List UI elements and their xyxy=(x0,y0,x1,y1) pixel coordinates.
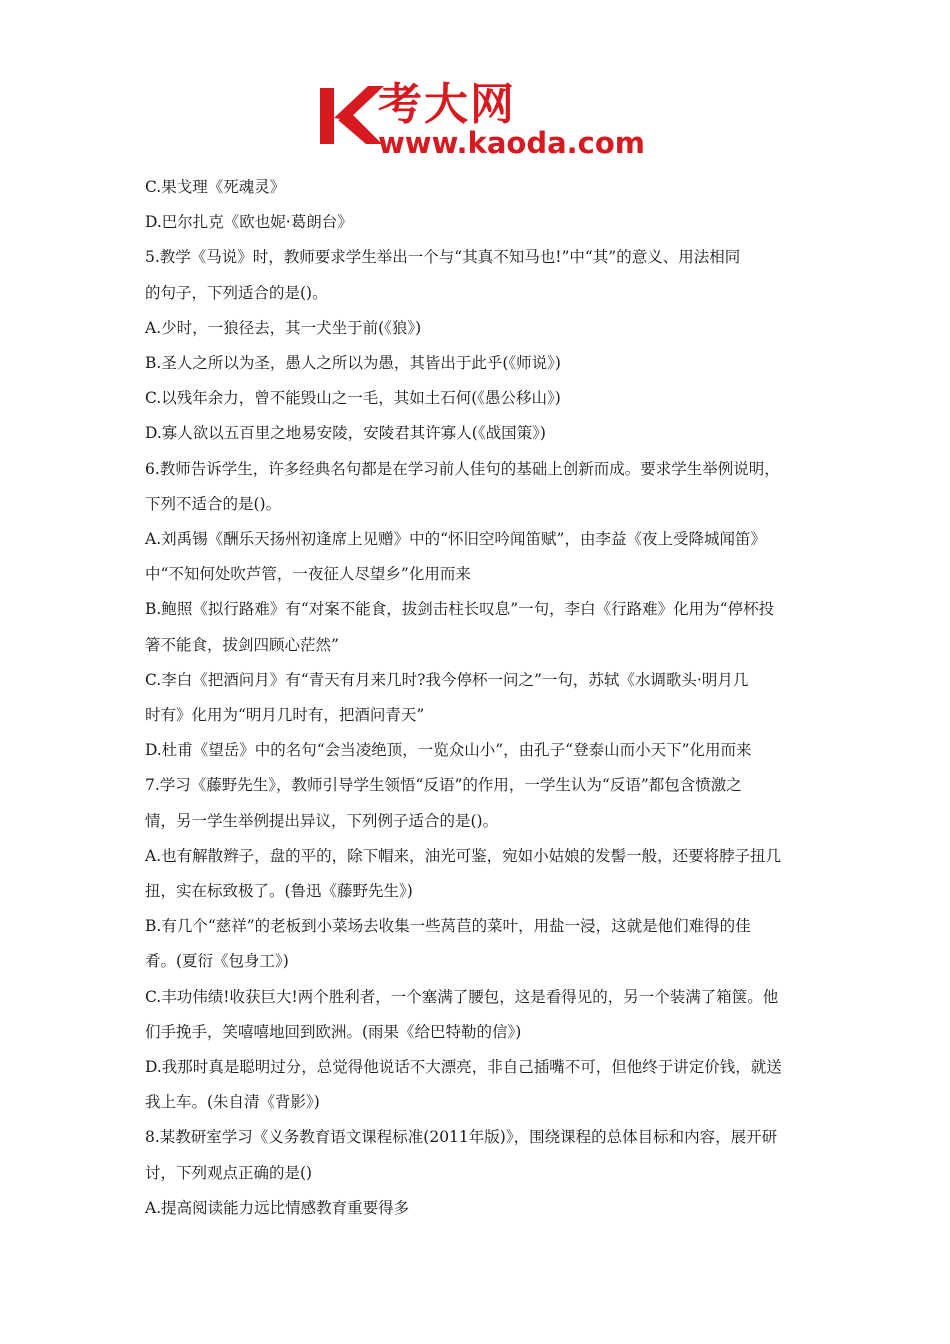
exam-text xyxy=(145,170,815,1226)
text-line: 箸不能食，拔剑四顾心茫然” xyxy=(145,635,339,654)
option-c: C.李白《把酒问月》有“青天有月来几时?我今停杯一问之”一句，苏轼《水调歌头·明月几 xyxy=(145,670,749,689)
logo-url: www.kaoda.com xyxy=(378,126,645,160)
question-6-stem: 6.教师告诉学生，许多经典名句都是在学习前人佳句的基础上创新而成。要求学生举例说明， xyxy=(145,459,780,478)
option-a: A.少时，一狼径去，其一犬坐于前(《狼》) xyxy=(145,318,422,337)
option-a: A.也有解散辫子，盘的平的，除下帽来，油光可鉴，宛如小姑娘的发髻一般，还要将脖子扭几 xyxy=(145,846,782,865)
option-a: A.提高阅读能力远比情感教育重要得多 xyxy=(145,1198,410,1217)
option-b: B.鲍照《拟行路难》有“对案不能食，拔剑击柱长叹息”一句，李白《行路难》化用为“停杯投 xyxy=(145,600,775,619)
option-b: B.圣人之所以为圣，愚人之所以为愚，其皆出于此乎(《师说》) xyxy=(145,354,561,373)
option-a: A.刘禹锡《酬乐天扬州初逢席上见赠》中的“怀旧空吟闻笛赋”，由李益《夜上受降城闻笛》 xyxy=(145,530,766,549)
text-line: 们手挽手，笑嘻嘻地回到欧洲。(雨果《给巴特勒的信》) xyxy=(145,1022,522,1041)
text-line: 情，另一学生举例提出异议，下列例子适合的是()。 xyxy=(145,811,499,830)
text-line: D.巴尔扎克《欧也妮·葛朗台》 xyxy=(145,213,353,232)
text-line: 的句子，下列适合的是()。 xyxy=(145,283,328,302)
question-8-stem: 8.某教研室学习《义务教育语文课程标准(2011年版)》，围绕课程的总体目标和内容，展开研 xyxy=(145,1128,778,1147)
text-line: 扭，实在标致极了。(鲁迅《藤野先生》) xyxy=(145,882,413,901)
text-line: 肴。(夏衍《包身工》) xyxy=(145,952,289,971)
logo-name: 考大网 xyxy=(378,79,516,130)
option-d: D.寡人欲以五百里之地易安陵，安陵君其许寡人(《战国策》) xyxy=(145,424,546,443)
option-c: C.以残年余力，曾不能毁山之一毛，其如土石何(《愚公移山》) xyxy=(145,389,561,408)
text-line: 讨，下列观点正确的是() xyxy=(145,1163,313,1182)
option-c: C.丰功伟绩!收获巨大!两个胜利者，一个塞满了腰包，这是看得见的，另一个装满了箱箧。他 xyxy=(145,987,779,1006)
option-d: D.杜甫《望岳》中的名句“会当凌绝顶，一览众山小”，由孔子“登泰山而小天下”化用而来 xyxy=(145,741,752,760)
option-d: D.我那时真是聪明过分，总觉得他说话不大漂亮，非自己插嘴不可，但他终于讲定价钱，就送 xyxy=(145,1058,782,1077)
text-line: 中“不知何处吹芦管，一夜征人尽望乡”化用而来 xyxy=(145,565,471,584)
option-b: B.有几个“慈祥”的老板到小菜场去收集一些莴苣的菜叶，用盐一浸，这就是他们难得的佳 xyxy=(145,917,751,936)
text-line: 时有》化用为“明月几时有，把酒问青天” xyxy=(145,706,425,725)
question-5-stem: 5.教学《马说》时，教师要求学生举出一个与“其真不知马也!”中“其”的意义、用法相同 xyxy=(145,248,741,267)
kaoda-logo[interactable] xyxy=(318,79,648,162)
text-line: 我上车。(朱自清《背影》) xyxy=(145,1093,320,1112)
text-line: 下列不适合的是()。 xyxy=(145,494,282,513)
text-line: C.果戈理《死魂灵》 xyxy=(145,178,286,196)
question-7-stem: 7.学习《藤野先生》，教师引导学生领悟“反语”的作用，一学生认为“反语”都包含愤激之 xyxy=(145,776,742,795)
